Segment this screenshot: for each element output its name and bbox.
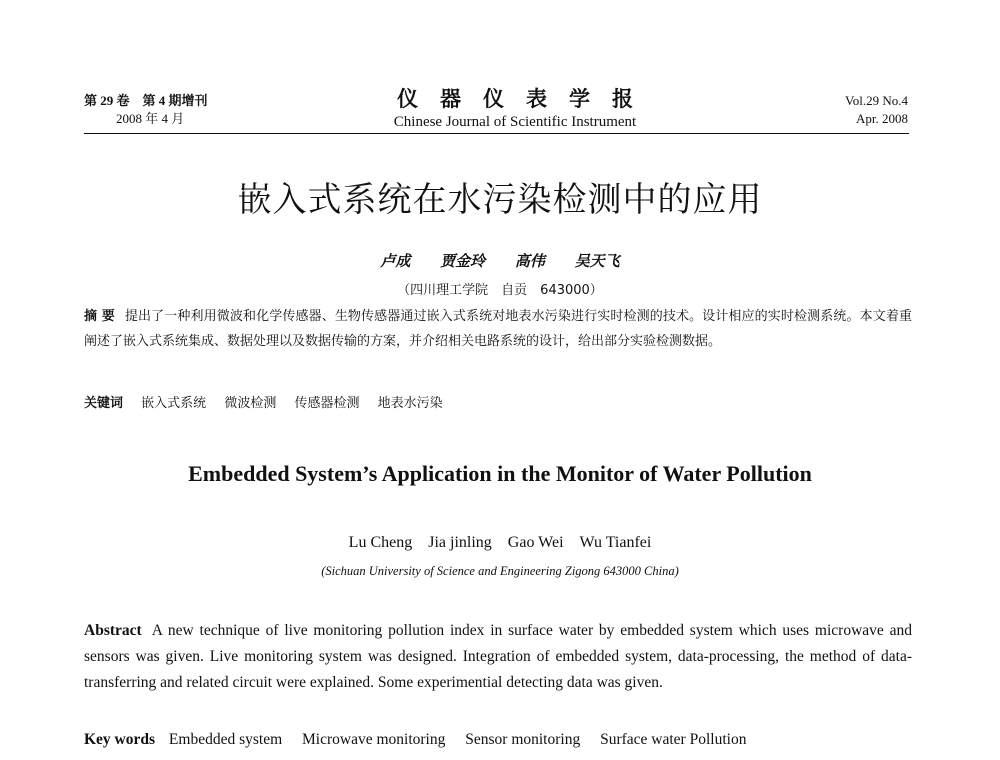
date-line-en: Apr. 2008 <box>856 111 908 126</box>
en-author: Lu Cheng <box>348 534 413 551</box>
cn-keywords <box>84 392 912 411</box>
cn-author: 高伟 <box>514 254 545 270</box>
en-keywords-label: Key words <box>84 731 156 748</box>
cn-abstract-label: 摘 要 <box>84 309 115 324</box>
volume-issue <box>84 92 208 128</box>
cn-author: 吴天飞 <box>574 254 620 270</box>
cn-authors <box>0 250 1000 271</box>
journal-name-cn: 仪器仪表学报 <box>397 87 655 111</box>
header-divider <box>84 133 909 134</box>
en-affiliation: (Sichuan University of Science and Engineering Zigong 643000 China) <box>321 564 679 578</box>
volume-issue-en <box>845 92 908 128</box>
cn-title: 嵌入式系统在水污染检测中的应用 <box>237 180 763 220</box>
journal-name <box>360 86 670 132</box>
cn-keyword: 地表水污染 <box>377 396 443 411</box>
cn-keyword: 微波检测 <box>224 396 277 411</box>
en-abstract-text: A new technique of live monitoring pollution index in surface water by embedded system which uses microwave and sensors was given. Live monitoring system was designed. Integration of embedded system, data-processing, the method of data-transferring and related circuit were explained. Some experimential detecting data was given. <box>84 622 912 691</box>
en-keyword: Sensor monitoring <box>465 731 581 748</box>
cn-keywords-label: 关键词 <box>84 396 124 411</box>
volume-line: 第 29 卷 第 4 期增刊 <box>84 93 208 108</box>
en-author: Wu Tianfei <box>579 534 652 551</box>
cn-affiliation: （四川理工学院 自贡 643000） <box>397 283 603 298</box>
cn-author: 贾金玲 <box>440 254 486 270</box>
date-line: 2008 年 4 月 <box>116 111 185 126</box>
volume-line-en: Vol.29 No.4 <box>845 93 908 108</box>
cn-author: 卢成 <box>380 254 411 270</box>
en-abstract-label: Abstract <box>84 622 142 639</box>
journal-name-en: Chinese Journal of Scientific Instrument <box>393 114 637 130</box>
cn-keyword: 嵌入式系统 <box>141 396 207 411</box>
en-author: Gao Wei <box>507 534 564 551</box>
cn-keyword: 传感器检测 <box>294 396 360 411</box>
en-keyword: Embedded system <box>168 731 283 748</box>
cn-abstract <box>84 304 912 354</box>
cn-abstract-text: 提出了一种利用微波和化学传感器、生物传感器通过嵌入式系统对地表水污染进行实时检测的技术。设计相应的实时检测系统。本文着重阐述了嵌入式系统集成、数据处理以及数据传输的方案，并介绍相关电路系统的设计，给出部分实验检测数据。 <box>84 309 912 349</box>
en-author: Jia jinling <box>428 534 492 551</box>
en-title: Embedded System’s Application in the Monitor of Water Pollution <box>188 461 812 486</box>
en-keyword: Surface water Pollution <box>600 731 747 748</box>
en-abstract <box>84 618 912 696</box>
en-authors <box>0 534 1000 552</box>
en-keywords <box>84 731 912 749</box>
en-keyword: Microwave monitoring <box>302 731 446 748</box>
